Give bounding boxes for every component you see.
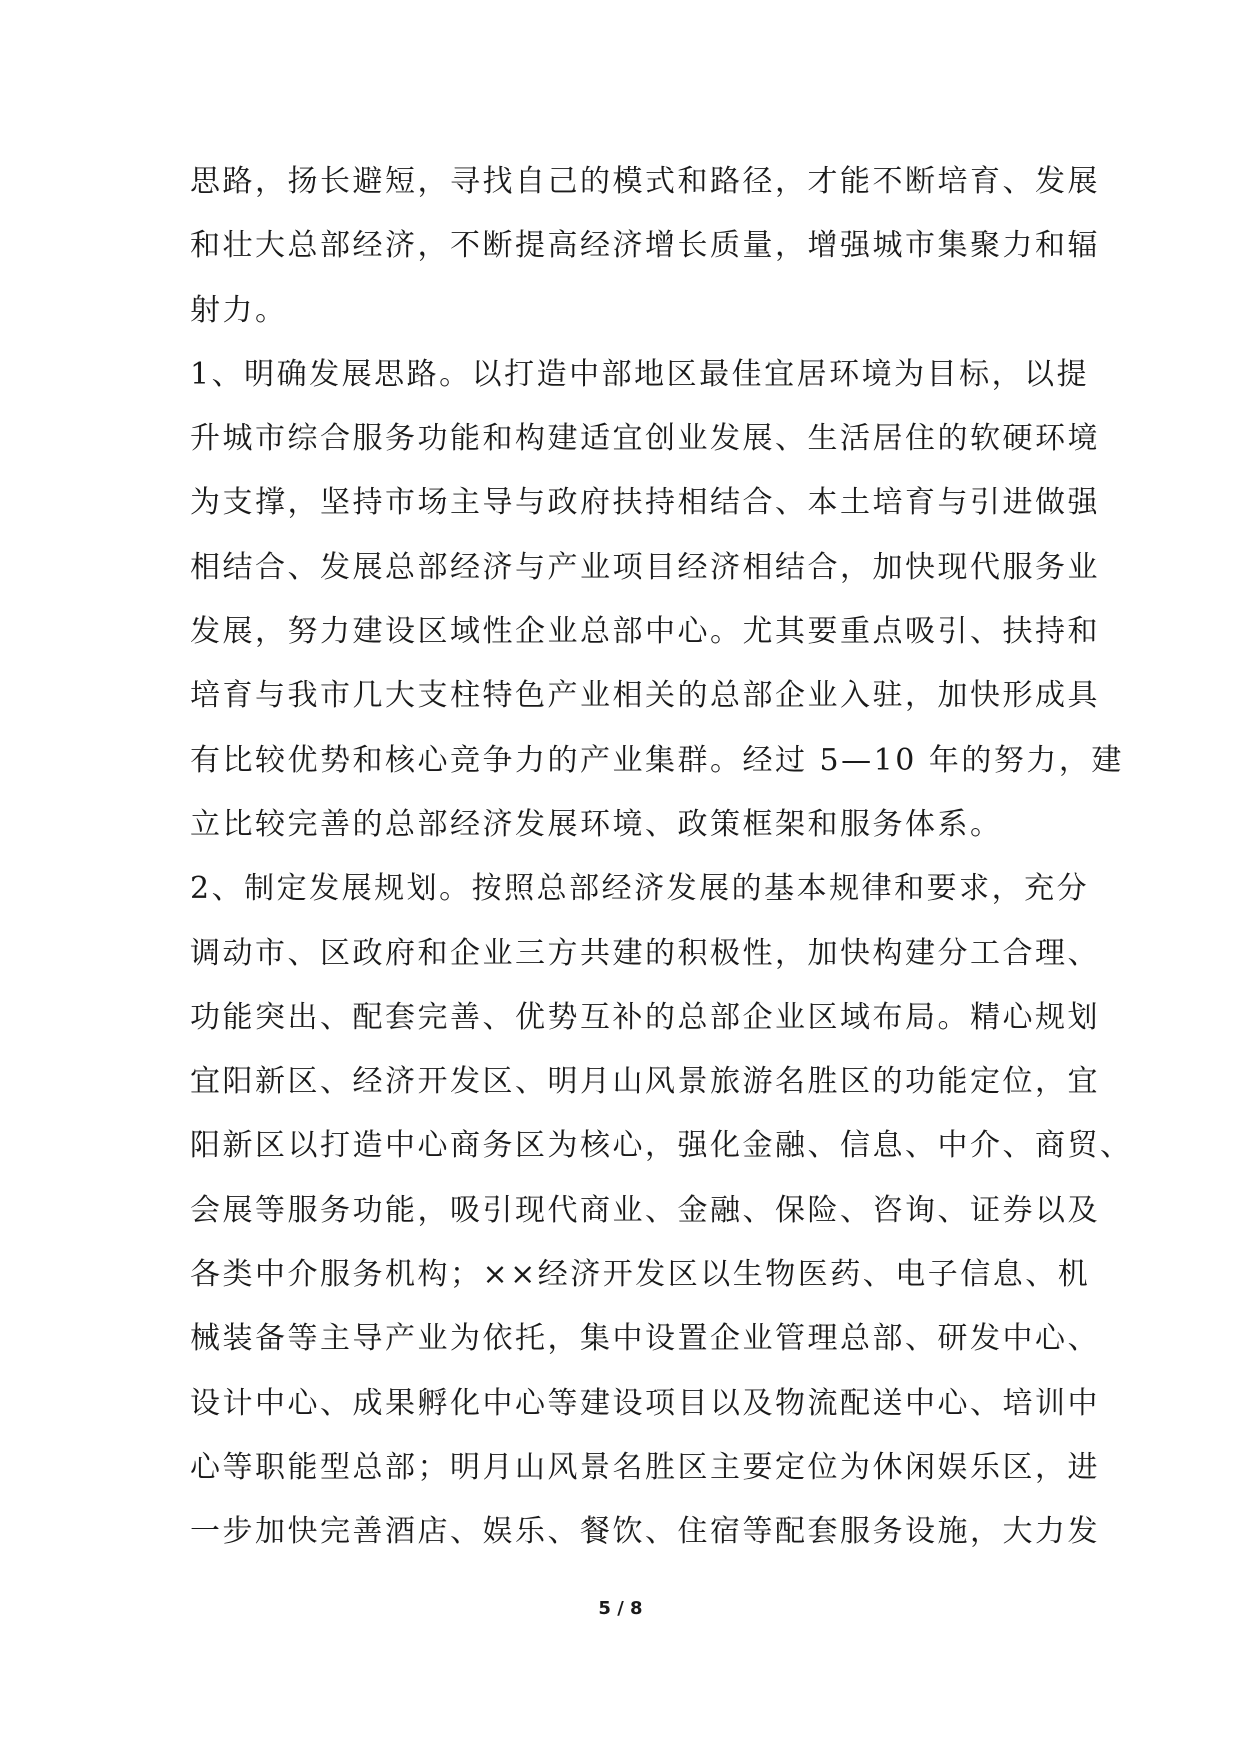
text-line: 阳新区以打造中心商务区为核心，强化金融、信息、中介、商贸、 <box>190 1128 1133 1164</box>
text-line: 功能突出、配套完善、优势互补的总部企业区域布局。精心规划 <box>190 999 1100 1035</box>
text-line: 思路，扬长避短，寻找自己的模式和路径，才能不断培育、发展 <box>190 164 1100 199</box>
text-line: 设计中心、成果孵化中心等建设项目以及物流配送中心、培训中 <box>190 1385 1100 1421</box>
text-line: 心等职能型总部；明月山风景名胜区主要定位为休闲娱乐区，进 <box>190 1449 1100 1485</box>
text-line: 2、制定发展规划。按照总部经济发展的基本规律和要求，充分 <box>190 871 1090 907</box>
text-line: 相结合、发展总部经济与产业项目经济相结合，加快现代服务业 <box>190 549 1100 585</box>
text-line: 有比较优势和核心竞争力的产业集群。经过 5—10 年的努力，建 <box>190 742 1124 778</box>
text-line: 和壮大总部经济，不断提高经济增长质量，增强城市集聚力和辐 <box>190 228 1100 264</box>
text-line: 械装备等主导产业为依托，集中设置企业管理总部、研发中心、 <box>190 1321 1100 1357</box>
text-line: 培育与我市几大支柱特色产业相关的总部企业入驻，加快形成具 <box>190 678 1100 714</box>
text-line: 调动市、区政府和企业三方共建的积极性，加快构建分工合理、 <box>190 935 1100 971</box>
text-line: 为支撑，坚持市场主导与政府扶持相结合、本土培育与引进做强 <box>190 485 1100 521</box>
text-line: 宜阳新区、经济开发区、明月山风景旅游名胜区的功能定位，宜 <box>190 1064 1100 1100</box>
text-line: 1、明确发展思路。以打造中部地区最佳宜居环境为目标，以提 <box>190 356 1090 392</box>
text-line: 立比较完善的总部经济发展环境、政策框架和服务体系。 <box>190 806 1003 842</box>
text-line: 射力。 <box>190 292 288 328</box>
text-line: 升城市综合服务功能和构建适宜创业发展、生活居住的软硬环境 <box>190 421 1100 457</box>
text-line: 会展等服务功能，吸引现代商业、金融、保险、咨询、证券以及 <box>190 1192 1100 1228</box>
text-line: 发展，努力建设区域性企业总部中心。尤其要重点吸引、扶持和 <box>190 614 1100 650</box>
text-line: 一步加快完善酒店、娱乐、餐饮、住宿等配套服务设施，大力发 <box>190 1514 1100 1550</box>
body-text <box>190 150 1133 1565</box>
page-number: 5 / 8 <box>598 1598 643 1619</box>
text-line: 各类中介服务机构；××经济开发区以生物医药、电子信息、机 <box>190 1257 1091 1293</box>
